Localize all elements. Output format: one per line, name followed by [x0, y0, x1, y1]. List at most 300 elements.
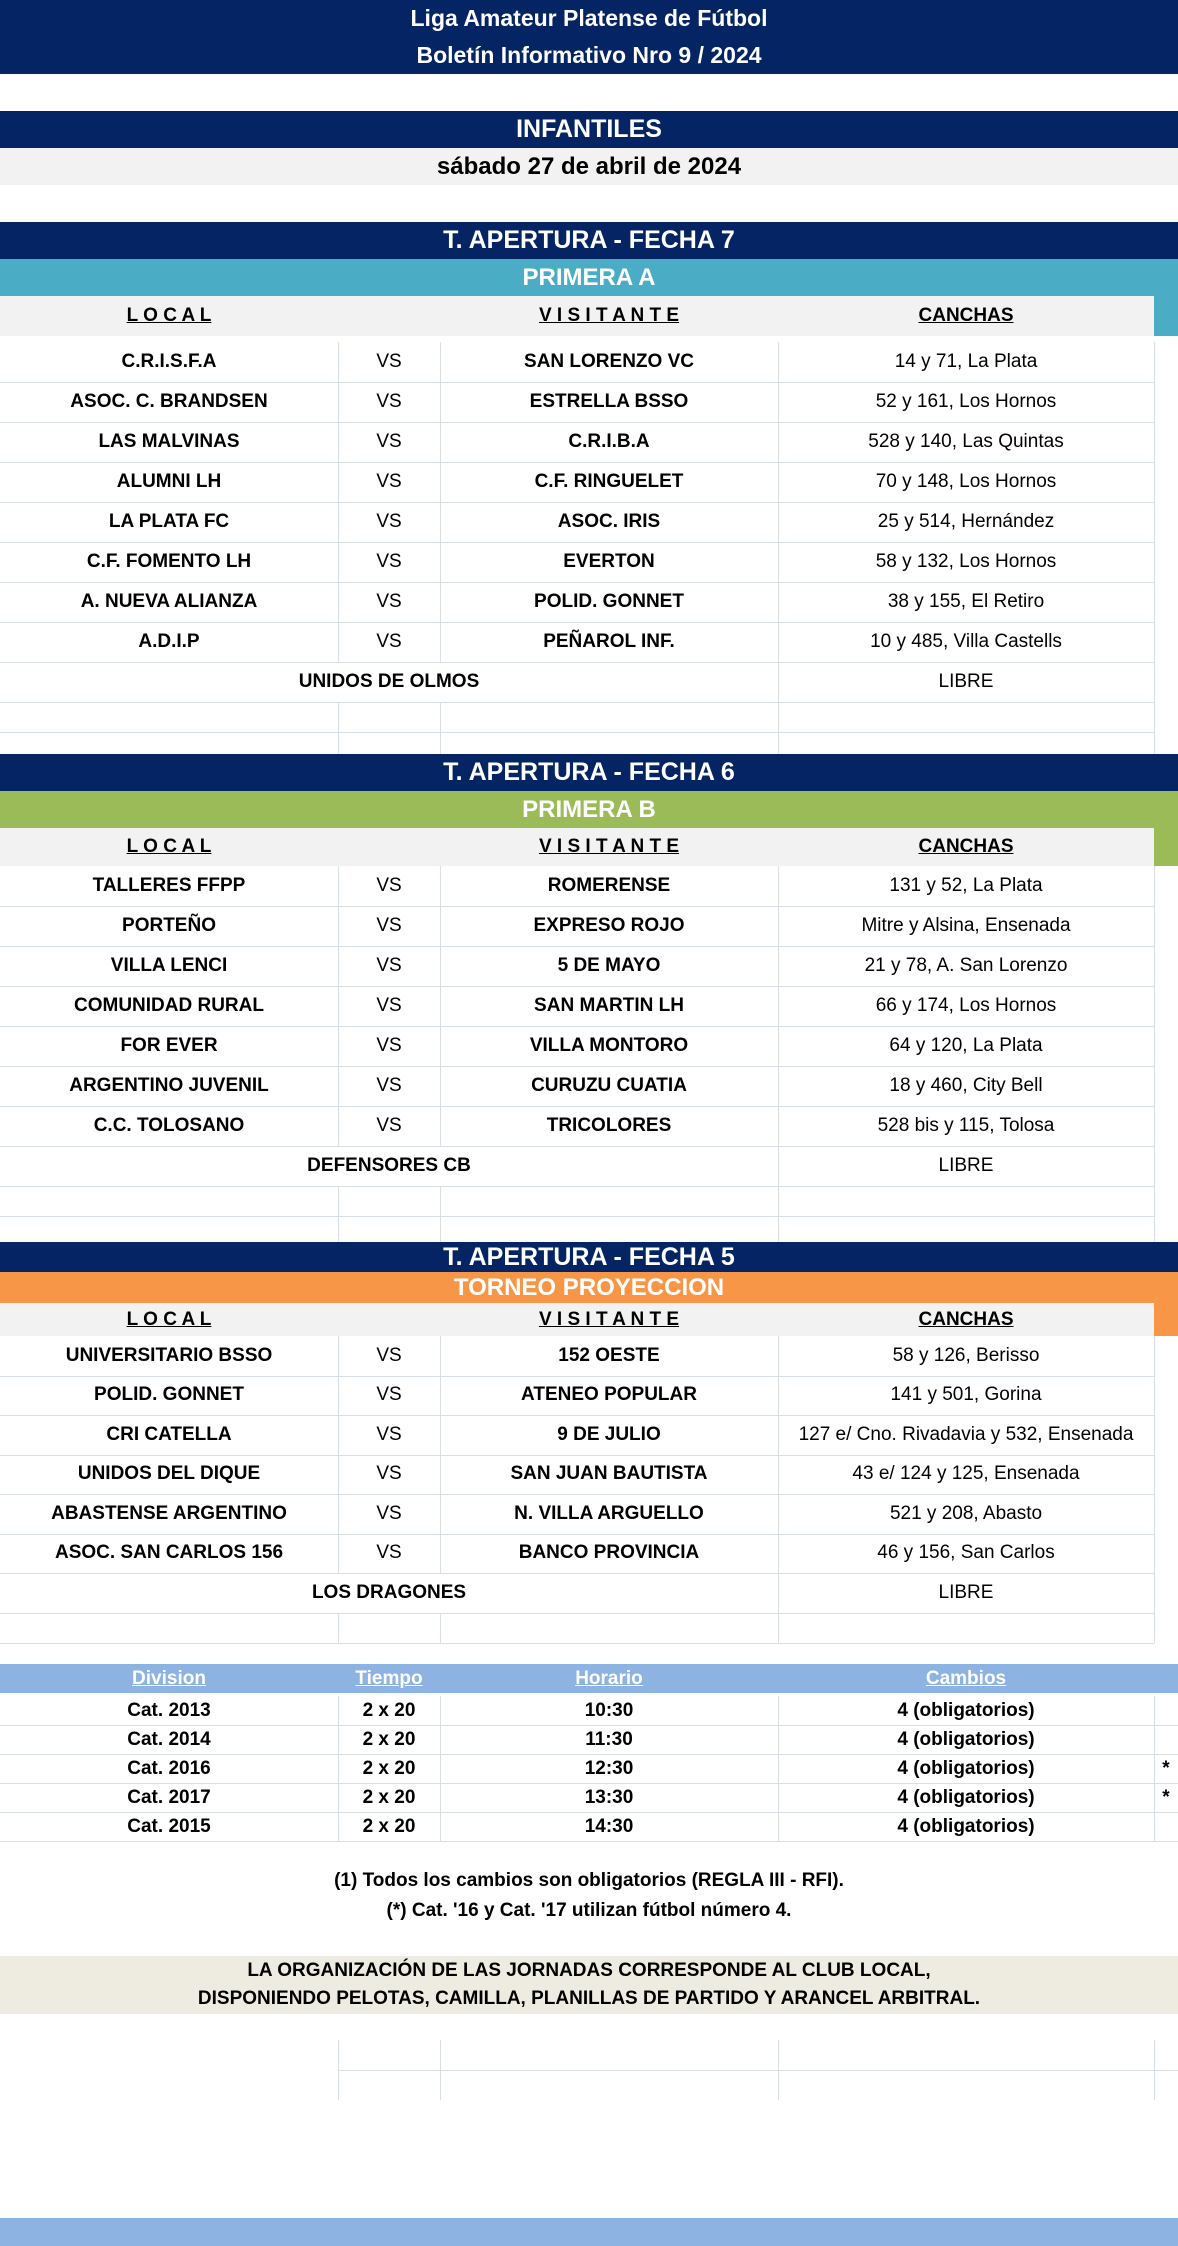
vs-label: VS — [376, 631, 402, 652]
local-header: L O C A L — [126, 1308, 212, 1330]
match-row — [0, 906, 1154, 947]
grid-line — [778, 622, 779, 662]
field-address: 131 y 52, La Plata — [889, 875, 1043, 896]
grid-line — [338, 1415, 339, 1455]
grid-line — [1154, 422, 1155, 462]
visitor-team: EVERTON — [563, 551, 655, 572]
grid-line — [778, 1415, 779, 1455]
field-address: 46 y 156, San Carlos — [877, 1542, 1055, 1564]
grid-line — [778, 462, 779, 502]
grid-line — [1154, 622, 1155, 662]
field-address: 52 y 161, Los Hornos — [875, 391, 1057, 412]
grid-line — [338, 1812, 339, 1841]
grid-line — [440, 1534, 441, 1574]
round-title-1: T. APERTURA - FECHA 7 — [0, 222, 1178, 259]
grid-line — [1154, 502, 1155, 542]
local-team: C.C. TOLOSANO — [93, 1115, 245, 1136]
horario-cell: 11:30 — [585, 1728, 633, 1750]
division-header: Division — [132, 1667, 206, 1689]
tiempo-cell: 2 x 20 — [362, 1699, 416, 1721]
note-mark — [1154, 1696, 1178, 1725]
local-team: COMUNIDAD RURAL — [74, 995, 264, 1016]
local-team: POLID. GONNET — [94, 1384, 244, 1406]
canchas-header: CANCHAS — [918, 305, 1014, 326]
local-team: ABASTENSE ARGENTINO — [51, 1502, 287, 1524]
grid-line — [338, 1754, 339, 1783]
free-label: LIBRE — [938, 1582, 994, 1603]
edge-accent — [1154, 828, 1178, 866]
match-row — [0, 462, 1154, 503]
grid-line — [338, 1534, 339, 1574]
schedule-header — [0, 1664, 1178, 1693]
visitor-team: ESTRELLA BSSO — [529, 391, 689, 412]
organization-notice — [0, 1956, 1178, 2014]
field-address: 43 e/ 124 y 125, Ensenada — [852, 1463, 1080, 1485]
note-mark — [1154, 1725, 1178, 1754]
grid-line — [440, 1812, 441, 1841]
grid-line — [778, 702, 779, 732]
vs-label: VS — [376, 915, 402, 936]
free-team: LOS DRAGONES — [311, 1582, 467, 1603]
division-title-primera-b: PRIMERA B — [0, 791, 1178, 828]
vs-label: VS — [376, 1344, 402, 1366]
visitor-team: C.F. RINGUELET — [534, 471, 684, 492]
grid-line — [778, 986, 779, 1026]
field-address: 66 y 174, Los Hornos — [875, 995, 1057, 1016]
vs-label: VS — [376, 1463, 402, 1485]
grid-line — [338, 1066, 339, 1106]
organization-line-1: LA ORGANIZACIÓN DE LAS JORNADAS CORRESPONDE AL CLUB LOCAL, — [247, 1960, 931, 1981]
vs-label: VS — [376, 551, 402, 572]
match-row — [0, 1336, 1154, 1377]
schedule-row — [0, 1812, 1178, 1842]
division-cell: Cat. 2014 — [127, 1728, 211, 1750]
match-row — [0, 1106, 1154, 1147]
vs-label: VS — [376, 875, 402, 896]
grid-line — [338, 1106, 339, 1146]
horario-cell: 12:30 — [584, 1757, 634, 1779]
free-team-row — [0, 1573, 1154, 1614]
grid-line — [338, 1336, 339, 1376]
grid-line — [338, 986, 339, 1026]
note-mark — [1154, 1812, 1178, 1841]
field-address: 14 y 71, La Plata — [894, 351, 1038, 372]
match-row — [0, 1494, 1154, 1535]
visitor-team: POLID. GONNET — [534, 591, 684, 612]
field-address: 58 y 132, Los Hornos — [875, 551, 1057, 572]
match-row — [0, 342, 1154, 383]
grid-line — [440, 1415, 441, 1455]
grid-line — [440, 382, 441, 422]
match-row — [0, 986, 1154, 1027]
local-team: A. NUEVA ALIANZA — [80, 591, 258, 612]
visitor-team: 5 DE MAYO — [557, 955, 661, 976]
match-row — [0, 1376, 1154, 1417]
grid-line — [338, 462, 339, 502]
grid-line — [440, 906, 441, 946]
grid-line — [440, 1066, 441, 1106]
grid-line — [1154, 1415, 1155, 1455]
free-team-row — [0, 662, 1154, 703]
match-row — [0, 622, 1154, 663]
vs-label: VS — [376, 391, 402, 412]
match-row — [0, 946, 1154, 987]
grid-line — [338, 1455, 339, 1495]
local-team: ALUMNI LH — [116, 471, 222, 492]
vs-label: VS — [376, 1035, 402, 1056]
field-address: Mitre y Alsina, Ensenada — [861, 915, 1071, 936]
grid-line — [338, 582, 339, 622]
grid-line — [778, 662, 779, 702]
grid-line — [1154, 702, 1155, 732]
grid-line — [338, 946, 339, 986]
local-team: CRI CATELLA — [106, 1423, 232, 1445]
visitante-header: V I S I T A N T E — [538, 305, 680, 326]
column-headers-1 — [0, 296, 1154, 336]
grid-line — [1154, 1534, 1155, 1574]
field-address: 18 y 460, City Bell — [889, 1075, 1043, 1096]
grid-line — [778, 946, 779, 986]
vs-label: VS — [376, 591, 402, 612]
note-changes: (1) Todos los cambios son obligatorios (REGLA III - RFI). — [334, 1870, 844, 1891]
visitante-header: V I S I T A N T E — [538, 1308, 680, 1330]
match-row — [0, 422, 1154, 463]
visitor-team: N. VILLA ARGUELLO — [514, 1502, 704, 1524]
vs-label: VS — [376, 995, 402, 1016]
grid-line — [778, 1573, 779, 1613]
grid-line — [338, 2070, 1178, 2071]
grid-line — [440, 1725, 441, 1754]
category-title: INFANTILES — [0, 111, 1178, 148]
grid-line — [1154, 946, 1155, 986]
local-team: A.D.I.P — [138, 631, 200, 652]
local-team: ASOC. C. BRANDSEN — [70, 391, 268, 412]
edge-accent — [1154, 296, 1178, 336]
grid-line — [778, 1613, 779, 1643]
organization-line-2: DISPONIENDO PELOTAS, CAMILLA, PLANILLAS DE PARTIDO Y ARANCEL ARBITRAL. — [197, 1988, 981, 2009]
grid-line — [1154, 1066, 1155, 1106]
tiempo-cell: 2 x 20 — [362, 1786, 416, 1808]
grid-line — [440, 342, 441, 382]
grid-line — [338, 1783, 339, 1812]
horario-cell: 14:30 — [584, 1815, 634, 1837]
vs-label: VS — [376, 511, 402, 532]
grid-line — [440, 422, 441, 462]
visitor-team: VILLA MONTORO — [529, 1035, 689, 1056]
grid-line — [338, 542, 339, 582]
grid-line — [1154, 906, 1155, 946]
grid-line — [778, 1725, 779, 1754]
grid-line — [440, 1494, 441, 1534]
local-team: C.F. FOMENTO LH — [86, 551, 252, 572]
visitante-header: V I S I T A N T E — [538, 836, 680, 857]
empty-row — [0, 1613, 1154, 1644]
division-cell: Cat. 2017 — [127, 1786, 211, 1808]
division-cell: Cat. 2013 — [127, 1699, 211, 1721]
horario-header: Horario — [575, 1667, 643, 1689]
grid-line — [1154, 582, 1155, 622]
visitor-team: ASOC. IRIS — [557, 511, 661, 532]
grid-line — [440, 1696, 441, 1725]
grid-line — [338, 1613, 339, 1643]
grid-line — [338, 1376, 339, 1416]
match-row — [0, 582, 1154, 623]
grid-line — [440, 866, 441, 906]
grid-line — [338, 382, 339, 422]
note-ball-size: (*) Cat. '16 y Cat. '17 utilizan fútbol número 4. — [386, 1900, 792, 1921]
horario-cell: 13:30 — [584, 1786, 634, 1808]
grid-line — [1154, 1754, 1155, 1783]
visitor-team: SAN MARTIN LH — [534, 995, 684, 1016]
grid-line — [778, 1696, 779, 1725]
local-header: L O C A L — [126, 305, 212, 326]
empty-row — [0, 1186, 1154, 1217]
grid-line — [1154, 1376, 1155, 1416]
division-cell: Cat. 2015 — [127, 1815, 211, 1837]
grid-line — [440, 1336, 441, 1376]
grid-line — [440, 502, 441, 542]
canchas-header: CANCHAS — [918, 1308, 1014, 1330]
grid-line — [440, 1106, 441, 1146]
grid-line — [1154, 1494, 1155, 1534]
grid-line — [338, 866, 339, 906]
vs-label: VS — [376, 955, 402, 976]
visitor-team: BANCO PROVINCIA — [518, 1542, 700, 1564]
round-title-2: T. APERTURA - FECHA 6 — [0, 754, 1178, 791]
edge-accent — [1154, 1303, 1178, 1336]
visitor-team: TRICOLORES — [546, 1115, 672, 1136]
cambios-cell: 4 (obligatorios) — [897, 1786, 1035, 1808]
grid-line — [440, 1455, 441, 1495]
grid-line — [440, 986, 441, 1026]
schedule-row — [0, 1696, 1178, 1726]
grid-line — [1154, 1696, 1155, 1725]
grid-line — [778, 1106, 779, 1146]
vs-label: VS — [376, 1075, 402, 1096]
field-address: 58 y 126, Berisso — [892, 1344, 1040, 1366]
grid-line — [1154, 1573, 1155, 1613]
grid-line — [1154, 1026, 1155, 1066]
field-address: 141 y 501, Gorina — [890, 1384, 1042, 1406]
local-header: L O C A L — [126, 836, 212, 857]
local-team: UNIDOS DEL DIQUE — [77, 1463, 261, 1485]
grid-line — [778, 502, 779, 542]
match-row — [0, 1026, 1154, 1067]
field-address: 528 bis y 115, Tolosa — [877, 1115, 1055, 1136]
grid-line — [338, 422, 339, 462]
note-mark: * — [1162, 1757, 1170, 1779]
cambios-cell: 4 (obligatorios) — [897, 1757, 1035, 1779]
schedule-row — [0, 1754, 1178, 1784]
cambios-cell: 4 (obligatorios) — [897, 1815, 1035, 1837]
tiempo-cell: 2 x 20 — [362, 1728, 416, 1750]
visitor-team: SAN LORENZO VC — [524, 351, 694, 372]
schedule-row — [0, 1725, 1178, 1755]
field-address: 70 y 148, Los Hornos — [875, 471, 1057, 492]
grid-line — [778, 1146, 779, 1186]
local-team: UNIVERSITARIO BSSO — [65, 1344, 273, 1366]
grid-line — [778, 1376, 779, 1416]
match-row — [0, 1455, 1154, 1496]
field-address: 25 y 514, Hernández — [877, 511, 1055, 532]
grid-line — [440, 1613, 441, 1643]
vs-label: VS — [376, 1384, 402, 1406]
division-title-primera-a: PRIMERA A — [0, 259, 1178, 296]
empty-row — [0, 702, 1154, 733]
match-row — [0, 1415, 1154, 1456]
cambios-header: Cambios — [925, 1667, 1007, 1689]
grid-line — [338, 342, 339, 382]
vs-label: VS — [376, 1502, 402, 1524]
match-date: sábado 27 de abril de 2024 — [0, 148, 1178, 185]
vs-label: VS — [376, 471, 402, 492]
grid-line — [1154, 1106, 1155, 1146]
grid-line — [1154, 462, 1155, 502]
field-address: 21 y 78, A. San Lorenzo — [864, 955, 1068, 976]
grid-line — [440, 622, 441, 662]
visitor-team: 152 OESTE — [558, 1344, 660, 1366]
grid-line — [778, 1494, 779, 1534]
grid-line — [778, 1026, 779, 1066]
match-row — [0, 502, 1154, 543]
note-mark: * — [1162, 1786, 1170, 1808]
grid-line — [338, 502, 339, 542]
match-row — [0, 542, 1154, 583]
grid-line — [778, 1534, 779, 1574]
grid-line — [778, 422, 779, 462]
grid-line — [1154, 1812, 1155, 1841]
grid-line — [440, 582, 441, 622]
tiempo-header: Tiempo — [355, 1667, 423, 1689]
vs-label: VS — [376, 431, 402, 452]
visitor-team: CURUZU CUATIA — [531, 1075, 687, 1096]
grid-line — [1154, 1455, 1155, 1495]
division-title-proyeccion: TORNEO PROYECCION — [0, 1272, 1178, 1303]
local-team: ARGENTINO JUVENIL — [69, 1075, 269, 1096]
grid-line — [440, 1376, 441, 1416]
visitor-team: C.R.I.B.A — [568, 431, 650, 452]
field-address: 38 y 155, El Retiro — [887, 591, 1045, 612]
tiempo-cell: 2 x 20 — [362, 1757, 416, 1779]
grid-line — [338, 1725, 339, 1754]
local-team: PORTEÑO — [122, 915, 216, 936]
match-row — [0, 1066, 1154, 1107]
grid-line — [778, 1754, 779, 1783]
league-title: Liga Amateur Platense de Fútbol — [0, 0, 1178, 37]
free-team-row — [0, 1146, 1154, 1187]
cambios-cell: 4 (obligatorios) — [897, 1728, 1035, 1750]
grid-line — [1154, 382, 1155, 422]
field-address: 127 e/ Cno. Rivadavia y 532, Ensenada — [798, 1423, 1134, 1445]
vs-label: VS — [376, 1542, 402, 1564]
cambios-cell: 4 (obligatorios) — [897, 1699, 1035, 1721]
grid-line — [1154, 1783, 1155, 1812]
local-team: C.R.I.S.F.A — [121, 351, 217, 372]
local-team: VILLA LENCI — [110, 955, 228, 976]
local-team: TALLERES FFPP — [92, 875, 246, 896]
grid-line — [338, 1026, 339, 1066]
grid-line — [1154, 662, 1155, 702]
grid-line — [778, 542, 779, 582]
grid-line — [778, 1783, 779, 1812]
vs-label: VS — [376, 351, 402, 372]
free-label: LIBRE — [938, 1155, 994, 1176]
grid-line — [338, 906, 339, 946]
grid-line — [440, 542, 441, 582]
grid-line — [1154, 1336, 1155, 1376]
grid-line — [778, 1066, 779, 1106]
visitor-team: EXPRESO ROJO — [533, 915, 685, 936]
grid-line — [778, 1812, 779, 1841]
visitor-team: ROMERENSE — [547, 875, 671, 896]
grid-line — [338, 1696, 339, 1725]
grid-line — [1154, 866, 1155, 906]
schedule-row — [0, 1783, 1178, 1813]
grid-line — [778, 1336, 779, 1376]
horario-cell: 10:30 — [584, 1699, 634, 1721]
grid-line — [1154, 542, 1155, 582]
local-team: LAS MALVINAS — [98, 431, 240, 452]
field-address: 528 y 140, Las Quintas — [868, 431, 1064, 452]
grid-line — [778, 1455, 779, 1495]
visitor-team: ATENEO POPULAR — [521, 1384, 697, 1406]
field-address: 10 y 485, Villa Castells — [870, 631, 1062, 652]
grid-line — [778, 866, 779, 906]
field-address: 64 y 120, La Plata — [889, 1035, 1043, 1056]
grid-line — [440, 1186, 441, 1216]
grid-line — [1154, 1613, 1155, 1643]
footer-bar — [0, 2218, 1178, 2246]
tiempo-cell: 2 x 20 — [362, 1815, 416, 1837]
column-headers-3 — [0, 1303, 1154, 1336]
free-team: DEFENSORES CB — [307, 1155, 471, 1176]
grid-line — [440, 462, 441, 502]
free-label: LIBRE — [938, 671, 994, 692]
grid-line — [1154, 986, 1155, 1026]
grid-line — [440, 702, 441, 732]
grid-line — [778, 342, 779, 382]
match-row — [0, 382, 1154, 423]
visitor-team: SAN JUAN BAUTISTA — [510, 1463, 708, 1485]
grid-line — [338, 1186, 339, 1216]
grid-line — [778, 1186, 779, 1216]
free-team: UNIDOS DE OLMOS — [298, 671, 480, 692]
grid-line — [1154, 1186, 1155, 1216]
local-team: ASOC. SAN CARLOS 156 — [54, 1542, 284, 1564]
grid-line — [778, 906, 779, 946]
local-team: LA PLATA FC — [108, 511, 230, 532]
grid-line — [338, 1494, 339, 1534]
vs-label: VS — [376, 1423, 402, 1445]
division-cell: Cat. 2016 — [127, 1757, 211, 1779]
grid-line — [1154, 1725, 1155, 1754]
field-address: 521 y 208, Abasto — [889, 1502, 1043, 1524]
grid-line — [1154, 342, 1155, 382]
match-row — [0, 866, 1154, 907]
canchas-header: CANCHAS — [918, 836, 1014, 857]
grid-line — [778, 382, 779, 422]
grid-line — [440, 1026, 441, 1066]
column-headers-2 — [0, 828, 1154, 866]
grid-line — [440, 946, 441, 986]
grid-line — [440, 1783, 441, 1812]
grid-line — [440, 1754, 441, 1783]
round-title-3: T. APERTURA - FECHA 5 — [0, 1242, 1178, 1272]
grid-line — [338, 622, 339, 662]
grid-line — [778, 582, 779, 622]
local-team: FOR EVER — [120, 1035, 218, 1056]
bulletin-title: Boletín Informativo Nro 9 / 2024 — [0, 37, 1178, 74]
